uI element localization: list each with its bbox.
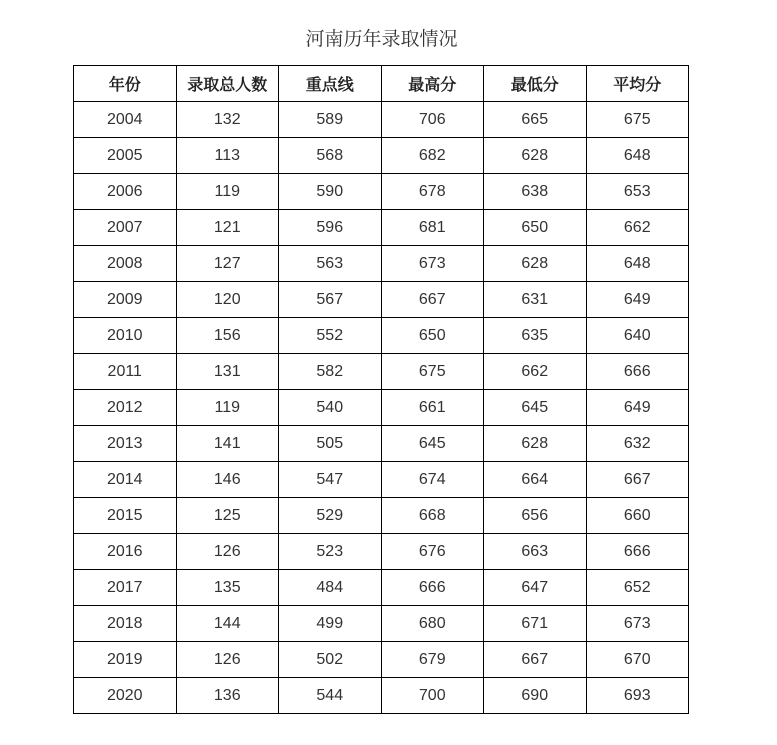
table-cell: 2020: [74, 678, 177, 714]
table-cell: 596: [279, 210, 382, 246]
table-cell: 679: [381, 642, 484, 678]
table-cell: 628: [484, 246, 587, 282]
table-cell: 666: [381, 570, 484, 606]
table-cell: 582: [279, 354, 382, 390]
table-cell: 568: [279, 138, 382, 174]
table-cell: 590: [279, 174, 382, 210]
table-cell: 673: [586, 606, 689, 642]
admission-table: [73, 65, 689, 714]
table-cell: 628: [484, 426, 587, 462]
table-cell: 676: [381, 534, 484, 570]
table-cell: 647: [484, 570, 587, 606]
table-cell: 113: [176, 138, 279, 174]
table-cell: 2017: [74, 570, 177, 606]
table-cell: 675: [381, 354, 484, 390]
table-row: [74, 678, 689, 714]
table-cell: 666: [586, 354, 689, 390]
table-cell: 2018: [74, 606, 177, 642]
column-header: 平均分: [586, 66, 689, 102]
table-cell: 632: [586, 426, 689, 462]
table-cell: 693: [586, 678, 689, 714]
table-cell: 638: [484, 174, 587, 210]
table-row: [74, 174, 689, 210]
table-cell: 631: [484, 282, 587, 318]
table-cell: 650: [381, 318, 484, 354]
table-cell: 662: [586, 210, 689, 246]
table-cell: 547: [279, 462, 382, 498]
table-cell: 664: [484, 462, 587, 498]
table-row: [74, 246, 689, 282]
table-cell: 2016: [74, 534, 177, 570]
table-cell: 675: [586, 102, 689, 138]
column-header: 最高分: [381, 66, 484, 102]
table-cell: 649: [586, 282, 689, 318]
table-row: [74, 426, 689, 462]
table-cell: 2010: [74, 318, 177, 354]
table-header-row: [74, 66, 689, 102]
table-cell: 2007: [74, 210, 177, 246]
table-row: [74, 138, 689, 174]
table-cell: 119: [176, 174, 279, 210]
table-cell: 126: [176, 534, 279, 570]
table-cell: 552: [279, 318, 382, 354]
table-cell: 529: [279, 498, 382, 534]
table-row: [74, 462, 689, 498]
table-cell: 523: [279, 534, 382, 570]
table-body: [74, 102, 689, 714]
table-cell: 667: [381, 282, 484, 318]
table-cell: 141: [176, 426, 279, 462]
table-cell: 544: [279, 678, 382, 714]
table-cell: 2014: [74, 462, 177, 498]
table-cell: 667: [484, 642, 587, 678]
table-row: [74, 318, 689, 354]
table-row: [74, 210, 689, 246]
table-row: [74, 282, 689, 318]
table-cell: 2015: [74, 498, 177, 534]
table-cell: 653: [586, 174, 689, 210]
table-cell: 2013: [74, 426, 177, 462]
table-cell: 690: [484, 678, 587, 714]
column-header: 年份: [74, 66, 177, 102]
table-cell: 2019: [74, 642, 177, 678]
table-row: [74, 390, 689, 426]
table-cell: 119: [176, 390, 279, 426]
table-cell: 668: [381, 498, 484, 534]
table-cell: 673: [381, 246, 484, 282]
table-cell: 648: [586, 138, 689, 174]
table-cell: 2005: [74, 138, 177, 174]
table-row: [74, 606, 689, 642]
table-cell: 127: [176, 246, 279, 282]
table-cell: 670: [586, 642, 689, 678]
table-cell: 135: [176, 570, 279, 606]
table-cell: 126: [176, 642, 279, 678]
table-cell: 680: [381, 606, 484, 642]
table-row: [74, 102, 689, 138]
table-row: [74, 534, 689, 570]
table-cell: 667: [586, 462, 689, 498]
table-cell: 2004: [74, 102, 177, 138]
table-cell: 567: [279, 282, 382, 318]
table-cell: 484: [279, 570, 382, 606]
table-cell: 700: [381, 678, 484, 714]
table-cell: 125: [176, 498, 279, 534]
table-cell: 2008: [74, 246, 177, 282]
table-cell: 674: [381, 462, 484, 498]
table-cell: 652: [586, 570, 689, 606]
table-cell: 665: [484, 102, 587, 138]
column-header: 重点线: [279, 66, 382, 102]
table-cell: 144: [176, 606, 279, 642]
table-row: [74, 642, 689, 678]
table-cell: 2009: [74, 282, 177, 318]
table-cell: 682: [381, 138, 484, 174]
table-cell: 136: [176, 678, 279, 714]
table-cell: 146: [176, 462, 279, 498]
table-cell: 120: [176, 282, 279, 318]
table-row: [74, 354, 689, 390]
table-cell: 2006: [74, 174, 177, 210]
table-cell: 502: [279, 642, 382, 678]
page-title: 河南历年录取情况: [305, 28, 458, 50]
table-row: [74, 498, 689, 534]
table-cell: 660: [586, 498, 689, 534]
column-header: 录取总人数: [176, 66, 279, 102]
table-cell: 589: [279, 102, 382, 138]
table-cell: 648: [586, 246, 689, 282]
table-cell: 132: [176, 102, 279, 138]
table-cell: 656: [484, 498, 587, 534]
table-cell: 663: [484, 534, 587, 570]
table-cell: 645: [381, 426, 484, 462]
table-cell: 645: [484, 390, 587, 426]
table-cell: 671: [484, 606, 587, 642]
table-cell: 121: [176, 210, 279, 246]
table-cell: 706: [381, 102, 484, 138]
table-cell: 2011: [74, 354, 177, 390]
table-cell: 505: [279, 426, 382, 462]
table-cell: 540: [279, 390, 382, 426]
table-cell: 628: [484, 138, 587, 174]
table-cell: 666: [586, 534, 689, 570]
table-cell: 661: [381, 390, 484, 426]
table-cell: 678: [381, 174, 484, 210]
table-cell: 499: [279, 606, 382, 642]
table-cell: 681: [381, 210, 484, 246]
table-cell: 635: [484, 318, 587, 354]
table-cell: 2012: [74, 390, 177, 426]
table-cell: 131: [176, 354, 279, 390]
table-cell: 650: [484, 210, 587, 246]
table-cell: 563: [279, 246, 382, 282]
table-cell: 640: [586, 318, 689, 354]
table-row: [74, 570, 689, 606]
column-header: 最低分: [484, 66, 587, 102]
table-cell: 662: [484, 354, 587, 390]
table-cell: 649: [586, 390, 689, 426]
table-cell: 156: [176, 318, 279, 354]
